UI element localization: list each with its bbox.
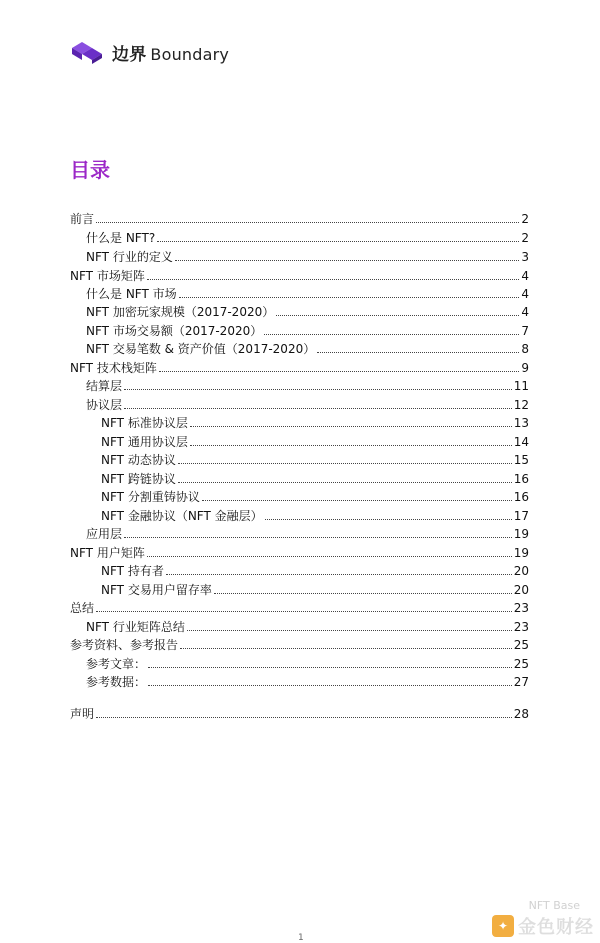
toc-entry[interactable] [70,616,529,634]
toc-entry-page: 25 [513,638,529,652]
toc-entry-page: 27 [513,675,529,689]
toc-entry[interactable] [70,394,529,412]
watermark-badge-icon: ✦ [492,915,514,937]
toc-entry[interactable] [70,634,529,652]
toc-leader-dots [124,388,512,390]
toc-leader-dots [96,221,519,223]
toc-entry-page: 20 [513,583,529,597]
logo-text [112,40,229,65]
toc-leader-dots [187,629,512,631]
toc-leader-dots [148,666,512,668]
toc-entry-label: NFT 用户矩阵 [70,546,145,560]
toc-entry[interactable] [70,283,529,301]
toc-entry-label: NFT 行业矩阵总结 [86,620,185,634]
toc-entry-page: 19 [513,527,529,541]
toc-leader-dots [180,647,512,649]
toc-entry-label: 参考数据： [86,675,147,689]
boundary-logo [70,38,229,66]
toc-entry[interactable] [70,431,529,449]
toc-leader-dots [124,536,512,538]
toc-entry[interactable] [70,301,529,319]
toc-entry-page: 4 [521,269,529,283]
toc-entry-page: 8 [521,342,529,356]
toc-entry-page: 23 [513,601,529,615]
toc-entry-page: 13 [513,416,529,430]
toc-leader-dots [147,278,520,280]
toc-entry-page: 4 [521,287,529,301]
toc-entry[interactable] [70,412,529,430]
toc-entry[interactable] [70,357,529,375]
toc-entry-label: NFT 标准协议层 [101,416,188,430]
toc-entry[interactable] [70,208,529,226]
toc-entry-label: NFT 分割重铸协议 [101,490,200,504]
toc-leader-dots [179,296,520,298]
toc-leader-dots [96,716,512,718]
toc-entry-label: NFT 通用协议层 [101,435,188,449]
toc-entry-label: 前言 [70,212,95,226]
toc-entry-label: NFT 动态协议 [101,453,176,467]
toc-leader-dots [214,592,512,594]
toc-entry[interactable] [70,671,529,689]
toc-entry[interactable] [70,560,529,578]
toc-entry-page: 3 [521,250,529,264]
toc-entry[interactable] [70,486,529,504]
toc-entry[interactable] [70,468,529,486]
toc-entry-label: 协议层 [86,398,123,412]
toc-entry-page: 2 [521,212,529,226]
toc-leader-dots [265,518,512,520]
toc-leader-dots [96,610,512,612]
toc-entry-label: 总结 [70,601,95,615]
toc-entry-page: 14 [513,435,529,449]
toc-leader-dots [159,370,520,372]
toc-entry-label: NFT 市场交易额（2017-2020） [86,324,263,338]
toc-leader-dots [317,351,519,353]
toc-leader-dots [178,462,512,464]
toc-entry-label: 应用层 [86,527,123,541]
toc-entry-label: NFT 交易笔数 & 资产价值（2017-2020） [86,342,316,356]
toc-leader-dots [166,573,512,575]
toc-leader-dots [264,333,519,335]
toc-entry-page: 2 [521,231,529,245]
toc-entry-page: 23 [513,620,529,634]
toc-entry-page: 28 [513,707,529,721]
boundary-logo-icon [70,38,106,66]
toc-entry[interactable] [70,246,529,264]
toc-entry-page: 17 [513,509,529,523]
toc-entry-page: 16 [513,472,529,486]
toc-leader-dots [276,314,519,316]
toc-entry-label: NFT 金融协议（NFT 金融层） [101,509,263,523]
toc-entry-page: 9 [521,361,529,375]
toc-leader-dots [157,240,519,242]
toc-leader-dots [190,425,512,427]
toc-entry-label: 什么是 NFT 市场 [86,287,177,301]
toc-entry[interactable] [70,320,529,338]
toc-title: 目录 [70,158,110,182]
toc-entry[interactable] [70,505,529,523]
toc-entry[interactable] [70,338,529,356]
toc-leader-dots [175,259,520,261]
toc-entry-label: NFT 持有者 [101,564,164,578]
toc-entry[interactable] [70,653,529,671]
toc-entry-page: 16 [513,490,529,504]
toc-entry-page: 11 [513,379,529,393]
logo-text-cn: 边界 [112,44,147,65]
toc-entry-label: NFT 加密玩家规模（2017-2020） [86,305,275,319]
toc-entry-label: NFT 交易用户留存率 [101,583,212,597]
toc-entry-label: NFT 技术栈矩阵 [70,361,157,375]
toc-entry[interactable] [70,703,529,721]
toc-entry[interactable] [70,579,529,597]
toc-entry-label: 参考资料、参考报告 [70,638,179,652]
toc-entry-label: 什么是 NFT? [86,231,156,245]
toc-entry[interactable] [70,523,529,541]
toc-entry-label: 声明 [70,707,95,721]
toc-leader-dots [178,481,512,483]
logo-text-en: Boundary [150,44,230,64]
toc-leader-dots [124,407,512,409]
toc-entry[interactable] [70,542,529,560]
toc-leader-dots [202,499,512,501]
toc-entry-page: 20 [513,564,529,578]
toc-entry-page: 25 [513,657,529,671]
toc-leader-dots [147,555,512,557]
toc-entry[interactable] [70,265,529,283]
watermark-text: 金色财经 [518,917,594,938]
toc-entry-label: 参考文章： [86,657,147,671]
toc-entry-label: 结算层 [86,379,123,393]
toc-entry[interactable] [70,375,529,393]
toc-entry-label: NFT 跨链协议 [101,472,176,486]
page-number: 1 [298,933,304,943]
toc-leader-dots [148,684,512,686]
toc-entry-page: 7 [521,324,529,338]
watermark [492,899,594,939]
toc-entry-page: 19 [513,546,529,560]
toc-entry[interactable] [70,227,529,245]
toc-entry[interactable] [70,597,529,615]
toc-leader-dots [190,444,512,446]
toc-entry[interactable] [70,449,529,467]
watermark-small-text: NFT Base [528,899,580,912]
toc-entry-label: NFT 行业的定义 [86,250,173,264]
toc-entry-label: NFT 市场矩阵 [70,269,145,283]
toc-entry-page: 12 [513,398,529,412]
toc-entry-page: 4 [521,305,529,319]
toc-entry-page: 15 [513,453,529,467]
